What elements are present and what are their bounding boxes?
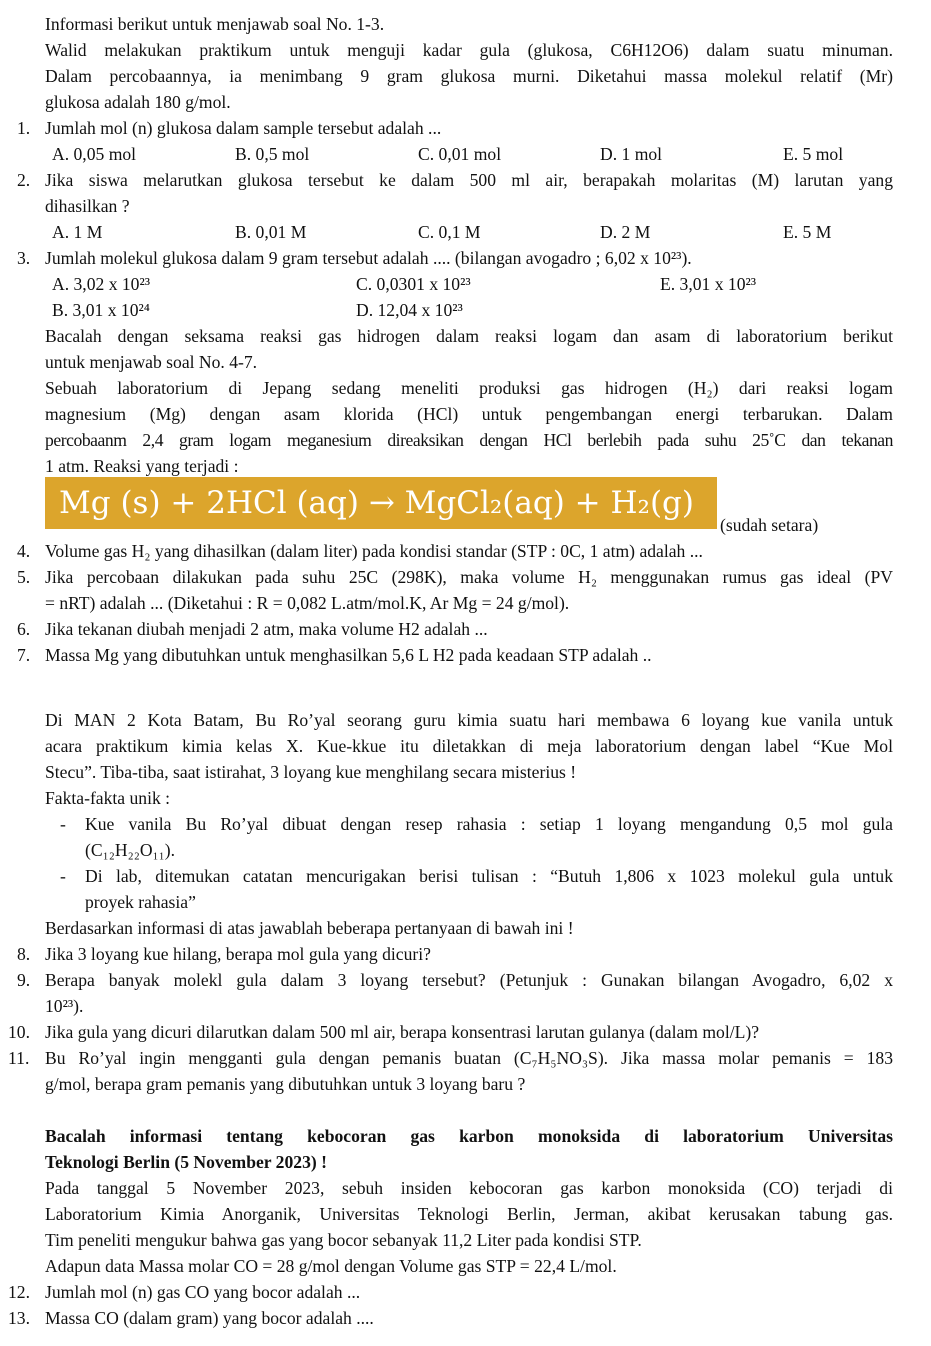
question-11-line2: g/mol, berapa gram pemanis yang dibutuhkan untuk 3 loyang baru ? — [45, 1074, 526, 1094]
fact-1-line1: Kue vanila Bu Ro’yal dibuat dengan resep rahasia : setiap 1 loyang mengandung 0,5 mol gula — [85, 814, 893, 834]
question-6-text: Jika tekanan diubah menjadi 2 atm, maka volume H2 adalah ... — [45, 619, 488, 639]
q1-option-b: B. 0,5 mol — [235, 144, 310, 164]
section2-intro-line4: magnesium (Mg) dengan asam klorida (HCl) untuk pengembangan energi terbarukan. Dalam — [45, 404, 893, 424]
question-8-text: Jika 3 loyang kue hilang, berapa mol gula yang dicuri? — [45, 944, 431, 964]
section1-paragraph-line1: Walid melakukan praktikum untuk menguji kadar gula (glukosa, C6H12O6) dalam suatu minuman. — [45, 40, 893, 60]
q1-option-c: C. 0,01 mol — [418, 144, 502, 164]
section1-paragraph-line3: glukosa adalah 180 g/mol. — [45, 92, 231, 112]
reaction-equation: Mg (s) + 2HCl (aq) → MgCl₂(aq) + H₂(g) — [59, 485, 695, 521]
question-number: 6. — [17, 619, 31, 639]
bullet-dash: - — [60, 866, 66, 886]
section4-intro-line4: Adapun data Massa molar CO = 28 g/mol dengan Volume gas STP = 22,4 L/mol. — [45, 1256, 617, 1276]
question-number: 1. — [17, 118, 31, 138]
q3-option-e: E. 3,01 x 10²³ — [660, 274, 757, 294]
question-number: 3. — [17, 248, 31, 268]
q2-option-b: B. 0,01 M — [235, 222, 307, 242]
question-2-line2: dihasilkan ? — [45, 196, 130, 216]
question-number: 8. — [17, 944, 31, 964]
section2-intro-line2: untuk menjawab soal No. 4-7. — [45, 352, 258, 372]
section2-intro-line6: 1 atm. Reaksi yang terjadi : — [45, 456, 239, 476]
question-number: 10. — [8, 1022, 30, 1042]
q3-option-c: C. 0,0301 x 10²³ — [356, 274, 471, 294]
bullet-dash: - — [60, 814, 66, 834]
question-1-text: Jumlah mol (n) glukosa dalam sample tersebut adalah ... — [45, 118, 442, 138]
question-number: 11. — [8, 1048, 30, 1068]
q2-option-a: A. 1 M — [52, 222, 103, 242]
section2-intro-line1: Bacalah dengan seksama reaksi gas hidrogen dalam reaksi logam dan asam di laboratorium berikut — [45, 326, 893, 346]
section2-intro-line3: Sebuah laboratorium di Jepang sedang meneliti produksi gas hidrogen (H₂) dari reaksi logam — [45, 378, 893, 398]
question-11-line1: Bu Ro’yal ingin mengganti gula dengan pemanis buatan (C₇H₅NO₃S). Jika massa molar pemanis = 183 — [45, 1048, 893, 1068]
question-12-text: Jumlah mol (n) gas CO yang bocor adalah ... — [45, 1282, 361, 1302]
q2-option-c: C. 0,1 M — [418, 222, 481, 242]
q3-option-b: B. 3,01 x 10²⁴ — [52, 300, 150, 320]
question-7-text: Massa Mg yang dibutuhkan untuk menghasilkan 5,6 L H2 pada keadaan STP adalah .. — [45, 645, 652, 665]
question-5-line2: = nRT) adalah ... (Diketahui : R = 0,082 L.atm/mol.K, Ar Mg = 24 g/mol). — [45, 593, 570, 613]
section2-intro-line5: percobaanm 2,4 gram logam meganesium direaksikan dengan HCl berlebih pada suhu 25˚C dan tekanan — [45, 430, 893, 450]
question-number: 4. — [17, 541, 31, 561]
question-number: 12. — [8, 1282, 30, 1302]
question-5-line1: Jika percobaan dilakukan pada suhu 25C (298K), maka volume H₂ menggunakan rumus gas ideal (PV — [45, 567, 893, 587]
q3-option-d: D. 12,04 x 10²³ — [356, 300, 463, 320]
reaction-equation-box — [45, 477, 717, 529]
fact-2-line1: Di lab, ditemukan catatan mencurigakan berisi tulisan : “Butuh 1,806 x 1023 molekul gula untuk — [85, 866, 893, 886]
section4-intro-line2: Laboratorium Kimia Anorganik, Universitas Teknologi Berlin, Jerman, akibat kerusakan tabung gas. — [45, 1204, 893, 1224]
question-2-line1: Jika siswa melarutkan glukosa tersebut ke dalam 500 ml air, berapakah molaritas (M) larutan yang — [45, 170, 893, 190]
section3-intro-line1: Di MAN 2 Kota Batam, Bu Ro’yal seorang guru kimia suatu hari membawa 6 loyang kue vanila untuk — [45, 710, 893, 730]
section3-intro-line2: acara praktikum kimia kelas X. Kue-kkue itu diletakkan di meja laboratorium dengan label “Kue Mol — [45, 736, 893, 756]
question-number: 7. — [17, 645, 31, 665]
section1-heading: Informasi berikut untuk menjawab soal No. 1-3. — [45, 14, 385, 34]
question-number: 5. — [17, 567, 31, 587]
fact-1-line2: (C₁₂H₂₂O₁₁). — [85, 840, 176, 860]
q1-option-a: A. 0,05 mol — [52, 144, 137, 164]
question-9-line1: Berapa banyak molekl gula dalam 3 loyang tersebut? (Petunjuk : Gunakan bilangan Avogadro, 6,02 x — [45, 970, 893, 990]
section3-instruction: Berdasarkan informasi di atas jawablah beberapa pertanyaan di bawah ini ! — [45, 918, 574, 938]
section4-intro-line1: Pada tanggal 5 November 2023, sebuh insiden kebocoran gas karbon monoksida (CO) terjadi di — [45, 1178, 893, 1198]
question-number: 2. — [17, 170, 31, 190]
q3-option-a: A. 3,02 x 10²³ — [52, 274, 151, 294]
question-10-text: Jika gula yang dicuri dilarutkan dalam 500 ml air, berapa konsentrasi larutan gulanya (dalam mol/L)? — [45, 1022, 760, 1042]
q2-option-e: E. 5 M — [783, 222, 832, 242]
q1-option-e: E. 5 mol — [783, 144, 844, 164]
q1-option-d: D. 1 mol — [600, 144, 663, 164]
section3-intro-line3: Stecu”. Tiba-tiba, saat istirahat, 3 loyang kue menghilang secara misterius ! — [45, 762, 577, 782]
q2-option-d: D. 2 M — [600, 222, 651, 242]
question-number: 13. — [8, 1308, 30, 1328]
section3-facts-heading: Fakta-fakta unik : — [45, 788, 171, 808]
question-13-text: Massa CO (dalam gram) yang bocor adalah .... — [45, 1308, 374, 1328]
question-4-text: Volume gas H₂ yang dihasilkan (dalam liter) pada kondisi standar (STP : 0C, 1 atm) adalah ... — [45, 541, 703, 561]
section1-paragraph-line2: Dalam percobaannya, ia menimbang 9 gram glukosa murni. Diketahui massa molekul relatif (Mr) — [45, 66, 893, 86]
section4-title-line2: Teknologi Berlin (5 November 2023) ! — [45, 1152, 327, 1172]
question-9-line2: 10²³). — [45, 996, 84, 1016]
question-3-text: Jumlah molekul glukosa dalam 9 gram tersebut adalah .... (bilangan avogadro ; 6,02 x 10²³). — [45, 248, 692, 268]
fact-2-line2: proyek rahasia” — [85, 892, 196, 912]
section4-title-line1: Bacalah informasi tentang kebocoran gas karbon monoksida di laboratorium Universitas — [45, 1126, 893, 1146]
section4-intro-line3: Tim peneliti mengukur bahwa gas yang bocor sebanyak 11,2 Liter pada kondisi STP. — [45, 1230, 642, 1250]
question-number: 9. — [17, 970, 31, 990]
equation-note: (sudah setara) — [720, 515, 819, 535]
